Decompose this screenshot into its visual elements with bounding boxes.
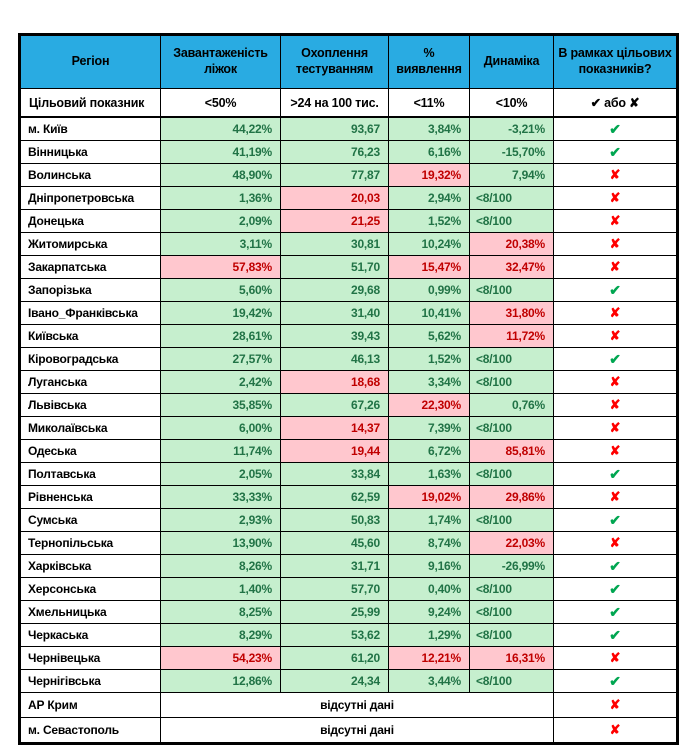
- value-cell: -26,99%: [470, 555, 554, 578]
- value-cell: 19,32%: [389, 164, 470, 187]
- target-bed-occupancy: <50%: [161, 89, 281, 118]
- cross-icon: ✘: [609, 305, 621, 320]
- value-cell: 31,80%: [470, 302, 554, 325]
- region-cell: Вінницька: [20, 141, 161, 164]
- covid-region-indicators-table: [18, 33, 679, 745]
- table-row: [20, 693, 678, 718]
- value-cell: 35,85%: [161, 394, 281, 417]
- region-cell: Закарпатська: [20, 256, 161, 279]
- check-icon: ✔: [609, 281, 621, 298]
- table-row: [20, 440, 678, 463]
- value-cell: 2,42%: [161, 371, 281, 394]
- table-body: [20, 117, 678, 744]
- value-cell: <8/100: [470, 578, 554, 601]
- verdict-cell: [554, 371, 678, 394]
- region-cell: Миколаївська: [20, 417, 161, 440]
- cross-icon: ✘: [609, 374, 621, 389]
- value-cell: 28,61%: [161, 325, 281, 348]
- value-cell: 27,57%: [161, 348, 281, 371]
- cross-icon: ✘: [609, 397, 621, 412]
- verdict-cell: [554, 233, 678, 256]
- value-cell: 33,33%: [161, 486, 281, 509]
- value-cell: <8/100: [470, 417, 554, 440]
- cross-icon: ✘: [609, 650, 621, 665]
- table-row: [20, 233, 678, 256]
- value-cell: <8/100: [470, 463, 554, 486]
- value-cell: 85,81%: [470, 440, 554, 463]
- value-cell: 1,29%: [389, 624, 470, 647]
- table-row: [20, 601, 678, 624]
- verdict-cell: [554, 670, 678, 693]
- value-cell: 41,19%: [161, 141, 281, 164]
- value-cell: 57,83%: [161, 256, 281, 279]
- region-cell: Кіровоградська: [20, 348, 161, 371]
- value-cell: 77,87: [281, 164, 389, 187]
- region-cell: Луганська: [20, 371, 161, 394]
- value-cell: 5,62%: [389, 325, 470, 348]
- verdict-cell: [554, 117, 678, 141]
- value-cell: 19,42%: [161, 302, 281, 325]
- value-cell: 10,24%: [389, 233, 470, 256]
- value-cell: <8/100: [470, 509, 554, 532]
- target-symbols: ✔ або ✘: [554, 89, 678, 118]
- value-cell: 51,70: [281, 256, 389, 279]
- value-cell: 24,34: [281, 670, 389, 693]
- value-cell: 6,16%: [389, 141, 470, 164]
- target-indicator-row: [20, 89, 678, 118]
- header-bed-occupancy: Завантаженість ліжок: [161, 35, 281, 89]
- table-row: [20, 187, 678, 210]
- value-cell: 13,90%: [161, 532, 281, 555]
- check-icon: ✔: [609, 626, 621, 643]
- check-icon: ✔: [609, 350, 621, 367]
- value-cell: 8,74%: [389, 532, 470, 555]
- value-cell: 50,83: [281, 509, 389, 532]
- value-cell: 76,23: [281, 141, 389, 164]
- value-cell: <8/100: [470, 670, 554, 693]
- cross-icon: ✘: [609, 190, 621, 205]
- no-data-cell: відсутні дані: [161, 693, 554, 718]
- region-cell: Тернопільська: [20, 532, 161, 555]
- region-cell: Івано_Франківська: [20, 302, 161, 325]
- region-cell: Запорізька: [20, 279, 161, 302]
- table-row: [20, 486, 678, 509]
- value-cell: <8/100: [470, 371, 554, 394]
- target-detection-rate: <11%: [389, 89, 470, 118]
- value-cell: 20,03: [281, 187, 389, 210]
- value-cell: 6,00%: [161, 417, 281, 440]
- value-cell: 15,47%: [389, 256, 470, 279]
- table-row: [20, 325, 678, 348]
- table-row: [20, 647, 678, 670]
- check-icon: ✔: [609, 143, 621, 160]
- check-icon: ✔: [609, 465, 621, 482]
- value-cell: 0,40%: [389, 578, 470, 601]
- table-row: [20, 463, 678, 486]
- region-cell: м. Київ: [20, 117, 161, 141]
- region-cell: Херсонська: [20, 578, 161, 601]
- value-cell: 3,44%: [389, 670, 470, 693]
- table-row: [20, 718, 678, 744]
- table-row: [20, 509, 678, 532]
- table-row: [20, 624, 678, 647]
- cross-icon: ✘: [609, 167, 621, 182]
- table-row: [20, 670, 678, 693]
- value-cell: <8/100: [470, 601, 554, 624]
- verdict-cell: [554, 509, 678, 532]
- value-cell: -3,21%: [470, 117, 554, 141]
- cross-icon: ✘: [609, 489, 621, 504]
- region-cell: Житомирська: [20, 233, 161, 256]
- region-cell: Полтавська: [20, 463, 161, 486]
- value-cell: 2,93%: [161, 509, 281, 532]
- value-cell: 44,22%: [161, 117, 281, 141]
- value-cell: 1,52%: [389, 210, 470, 233]
- cross-icon: ✘: [609, 328, 621, 343]
- value-cell: 57,70: [281, 578, 389, 601]
- value-cell: <8/100: [470, 624, 554, 647]
- region-cell: Сумська: [20, 509, 161, 532]
- check-icon: ✔: [609, 603, 621, 620]
- cross-icon: ✘: [609, 420, 621, 435]
- value-cell: 3,11%: [161, 233, 281, 256]
- verdict-cell: [554, 256, 678, 279]
- verdict-cell: [554, 302, 678, 325]
- value-cell: 48,90%: [161, 164, 281, 187]
- table-row: [20, 532, 678, 555]
- value-cell: <8/100: [470, 187, 554, 210]
- value-cell: 32,47%: [470, 256, 554, 279]
- header-detection-rate: % виявлення: [389, 35, 470, 89]
- value-cell: 8,29%: [161, 624, 281, 647]
- header-within-targets: В рамках цільових показників?: [554, 35, 678, 89]
- table-row: [20, 279, 678, 302]
- value-cell: 53,62: [281, 624, 389, 647]
- header-testing-coverage: Охоплення тестуванням: [281, 35, 389, 89]
- target-dynamics: <10%: [470, 89, 554, 118]
- no-data-cell: відсутні дані: [161, 718, 554, 744]
- region-cell: Рівненська: [20, 486, 161, 509]
- region-cell: Київська: [20, 325, 161, 348]
- target-testing-coverage: >24 на 100 тис.: [281, 89, 389, 118]
- value-cell: 25,99: [281, 601, 389, 624]
- value-cell: 62,59: [281, 486, 389, 509]
- cross-icon: ✘: [609, 443, 621, 458]
- verdict-cell: [554, 647, 678, 670]
- verdict-cell: [554, 210, 678, 233]
- value-cell: 5,60%: [161, 279, 281, 302]
- verdict-cell: [554, 718, 678, 744]
- cross-icon: ✘: [609, 535, 621, 550]
- value-cell: 61,20: [281, 647, 389, 670]
- value-cell: 46,13: [281, 348, 389, 371]
- table-row: [20, 164, 678, 187]
- value-cell: 12,86%: [161, 670, 281, 693]
- value-cell: 29,68: [281, 279, 389, 302]
- value-cell: 1,36%: [161, 187, 281, 210]
- value-cell: 29,86%: [470, 486, 554, 509]
- table-row: [20, 210, 678, 233]
- verdict-cell: [554, 440, 678, 463]
- header-dynamics: Динаміка: [470, 35, 554, 89]
- cross-icon: ✘: [609, 697, 621, 712]
- table-row: [20, 394, 678, 417]
- value-cell: 12,21%: [389, 647, 470, 670]
- value-cell: <8/100: [470, 348, 554, 371]
- value-cell: 18,68: [281, 371, 389, 394]
- value-cell: 19,02%: [389, 486, 470, 509]
- verdict-cell: [554, 141, 678, 164]
- value-cell: 7,39%: [389, 417, 470, 440]
- value-cell: <8/100: [470, 279, 554, 302]
- value-cell: 0,99%: [389, 279, 470, 302]
- value-cell: 1,63%: [389, 463, 470, 486]
- region-cell: Хмельницька: [20, 601, 161, 624]
- value-cell: 20,38%: [470, 233, 554, 256]
- header-region: Регіон: [20, 35, 161, 89]
- value-cell: 30,81: [281, 233, 389, 256]
- verdict-cell: [554, 279, 678, 302]
- value-cell: <8/100: [470, 210, 554, 233]
- cross-icon: ✘: [609, 722, 621, 737]
- verdict-cell: [554, 532, 678, 555]
- value-cell: 31,40: [281, 302, 389, 325]
- region-cell: Волинська: [20, 164, 161, 187]
- table-row: [20, 117, 678, 141]
- value-cell: -15,70%: [470, 141, 554, 164]
- value-cell: 19,44: [281, 440, 389, 463]
- value-cell: 10,41%: [389, 302, 470, 325]
- value-cell: 1,74%: [389, 509, 470, 532]
- value-cell: 2,05%: [161, 463, 281, 486]
- value-cell: 67,26: [281, 394, 389, 417]
- region-cell: Одеська: [20, 440, 161, 463]
- verdict-cell: [554, 624, 678, 647]
- target-label: Цільовий показник: [20, 89, 161, 118]
- table-row: [20, 141, 678, 164]
- verdict-cell: [554, 578, 678, 601]
- check-icon: ✔: [609, 672, 621, 689]
- verdict-cell: [554, 187, 678, 210]
- verdict-cell: [554, 394, 678, 417]
- value-cell: 2,94%: [389, 187, 470, 210]
- check-icon: ✔: [609, 580, 621, 597]
- region-cell: АР Крим: [20, 693, 161, 718]
- value-cell: 9,16%: [389, 555, 470, 578]
- verdict-cell: [554, 348, 678, 371]
- verdict-cell: [554, 325, 678, 348]
- value-cell: 39,43: [281, 325, 389, 348]
- verdict-cell: [554, 417, 678, 440]
- value-cell: 11,74%: [161, 440, 281, 463]
- table-row: [20, 578, 678, 601]
- cross-icon: ✘: [609, 259, 621, 274]
- value-cell: 14,37: [281, 417, 389, 440]
- verdict-cell: [554, 164, 678, 187]
- value-cell: 8,25%: [161, 601, 281, 624]
- value-cell: 16,31%: [470, 647, 554, 670]
- verdict-cell: [554, 693, 678, 718]
- check-icon: ✔: [609, 511, 621, 528]
- region-cell: Дніпропетровська: [20, 187, 161, 210]
- table-row: [20, 417, 678, 440]
- value-cell: 0,76%: [470, 394, 554, 417]
- table-row: [20, 256, 678, 279]
- region-cell: Чернігівська: [20, 670, 161, 693]
- cross-icon: ✘: [609, 236, 621, 251]
- value-cell: 22,03%: [470, 532, 554, 555]
- value-cell: 54,23%: [161, 647, 281, 670]
- value-cell: 9,24%: [389, 601, 470, 624]
- region-cell: Харківська: [20, 555, 161, 578]
- value-cell: 22,30%: [389, 394, 470, 417]
- value-cell: 33,84: [281, 463, 389, 486]
- value-cell: 93,67: [281, 117, 389, 141]
- verdict-cell: [554, 601, 678, 624]
- value-cell: 3,84%: [389, 117, 470, 141]
- value-cell: 8,26%: [161, 555, 281, 578]
- header-row: [20, 35, 678, 89]
- value-cell: 45,60: [281, 532, 389, 555]
- table-row: [20, 302, 678, 325]
- verdict-cell: [554, 463, 678, 486]
- table-row: [20, 555, 678, 578]
- value-cell: 1,52%: [389, 348, 470, 371]
- check-icon: ✔: [609, 120, 621, 137]
- region-cell: м. Севастополь: [20, 718, 161, 744]
- value-cell: 1,40%: [161, 578, 281, 601]
- table-row: [20, 348, 678, 371]
- cross-icon: ✘: [609, 213, 621, 228]
- region-cell: Львівська: [20, 394, 161, 417]
- region-cell: Донецька: [20, 210, 161, 233]
- region-cell: Черкаська: [20, 624, 161, 647]
- region-cell: Чернівецька: [20, 647, 161, 670]
- verdict-cell: [554, 555, 678, 578]
- verdict-cell: [554, 486, 678, 509]
- check-icon: ✔: [609, 557, 621, 574]
- value-cell: 3,34%: [389, 371, 470, 394]
- value-cell: 2,09%: [161, 210, 281, 233]
- value-cell: 21,25: [281, 210, 389, 233]
- value-cell: 6,72%: [389, 440, 470, 463]
- table-row: [20, 371, 678, 394]
- value-cell: 11,72%: [470, 325, 554, 348]
- value-cell: 31,71: [281, 555, 389, 578]
- value-cell: 7,94%: [470, 164, 554, 187]
